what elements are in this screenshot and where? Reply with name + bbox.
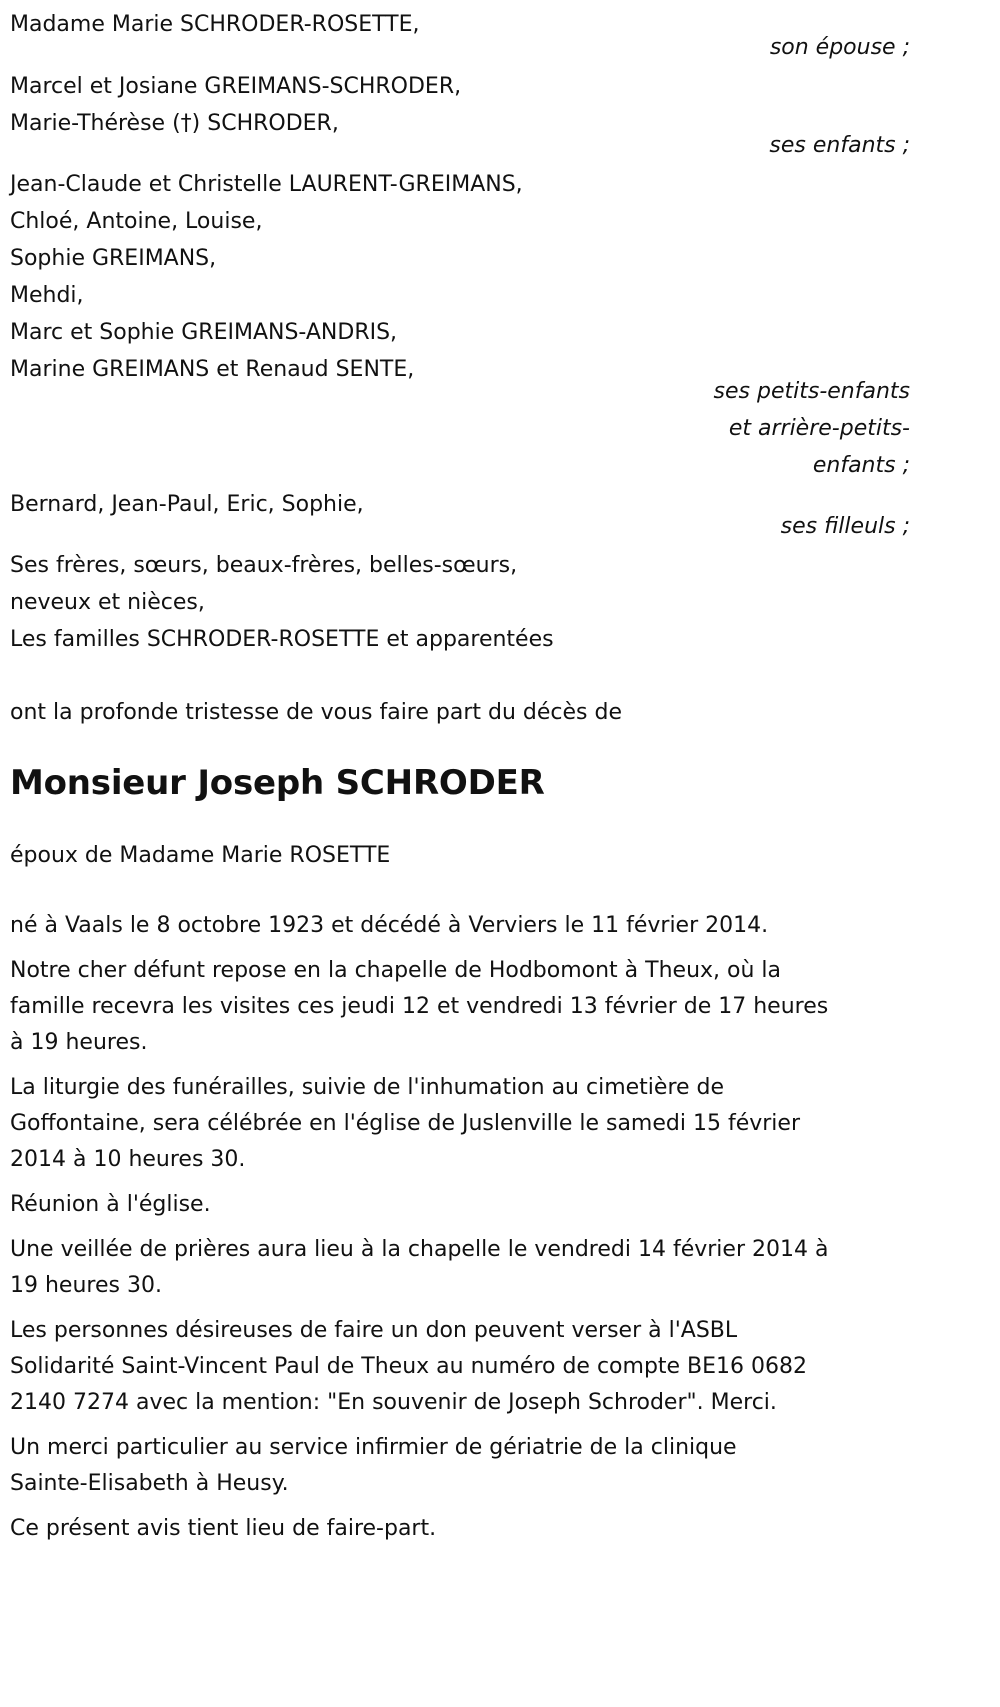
paragraph-line: Un merci particulier au service infirmier de gériatrie de la clinique (10, 1435, 737, 1460)
spacer (10, 731, 910, 759)
relationship-label: ses filleuls ; (780, 514, 910, 539)
paragraph-line: Sainte-Elisabeth à Heusy. (10, 1471, 289, 1496)
paragraph-line: Notre cher défunt repose en la chapelle de Hodbomont à Theux, où la (10, 958, 782, 983)
family-group-godchildren (10, 486, 910, 545)
deceased-name: Monsieur Joseph SCHRODER (10, 763, 545, 803)
relationship-label: enfants ; (812, 453, 910, 478)
paragraph-line: 19 heures 30. (10, 1273, 162, 1298)
paragraph-line: Ce présent avis tient lieu de faire-part. (10, 1516, 437, 1541)
paragraph-line: famille recevra les visites ces jeudi 12 et vendredi 13 février de 17 heures (10, 994, 829, 1019)
paragraph-line: Une veillée de prières aura lieu à la chapelle le vendredi 14 février 2014 à (10, 1237, 829, 1262)
vigil-paragraph (10, 1232, 910, 1304)
paragraph-line: 2014 à 10 heures 30. (10, 1147, 246, 1172)
paragraph-line: La liturgie des funérailles, suivie de l'inhumation au cimetière de (10, 1075, 725, 1100)
family-line: Les familles SCHRODER-ROSETTE et apparentées (10, 627, 554, 652)
family-line: Marie-Thérèse (†) SCHRODER, (10, 111, 339, 136)
birth-death-paragraph (10, 908, 910, 944)
relationship-label: ses enfants ; (769, 133, 910, 158)
paragraph-line: 2140 7274 avec la mention: "En souvenir de Joseph Schroder". Merci. (10, 1390, 777, 1415)
relationship-label: ses petits-enfants (713, 379, 910, 404)
spacer (10, 807, 910, 837)
paragraph-line: Réunion à l'église. (10, 1192, 211, 1217)
family-line: Jean-Claude et Christelle LAURENT-GREIMANS, (10, 172, 523, 197)
visitation-paragraph (10, 953, 910, 1061)
family-group-spouse (10, 6, 910, 66)
family-line: Mehdi, (10, 283, 84, 308)
funeral-paragraph (10, 1070, 910, 1178)
spacer (10, 658, 910, 694)
family-line: Chloé, Antoine, Louise, (10, 209, 263, 234)
family-line: neveux et nièces, (10, 590, 205, 615)
family-line: Bernard, Jean-Paul, Eric, Sophie, (10, 492, 364, 517)
family-line: Marcel et Josiane GREIMANS-SCHRODER, (10, 74, 462, 99)
family-group-grandchildren (10, 166, 910, 484)
paragraph-line: à 19 heures. (10, 1030, 148, 1055)
family-line: Marine GREIMANS et Renaud SENTE, (10, 357, 415, 382)
spacer (10, 874, 910, 908)
paragraph-line: Les personnes désireuses de faire un don peuvent verser à l'ASBL (10, 1318, 738, 1343)
announcement-text: ont la profonde tristesse de vous faire part du décès de (10, 700, 622, 725)
reunion-paragraph (10, 1187, 910, 1223)
family-group-relatives (10, 547, 910, 658)
thanks-paragraph (10, 1430, 910, 1502)
paragraph-line: Solidarité Saint-Vincent Paul de Theux au numéro de compte BE16 0682 (10, 1354, 808, 1379)
paragraph-line: né à Vaals le 8 octobre 1923 et décédé à Verviers le 11 février 2014. (10, 913, 769, 938)
relationship-label: son épouse ; (769, 35, 910, 60)
donation-paragraph (10, 1313, 910, 1421)
obituary-notice (10, 6, 910, 1556)
family-line: Madame Marie SCHRODER-ROSETTE, (10, 12, 420, 37)
family-line: Marc et Sophie GREIMANS-ANDRIS, (10, 320, 398, 345)
family-line: Sophie GREIMANS, (10, 246, 217, 271)
closing-paragraph (10, 1511, 910, 1547)
paragraph-line: Goffontaine, sera célébrée en l'église de Juslenville le samedi 15 février (10, 1111, 800, 1136)
family-group-children (10, 68, 910, 164)
spouse-line: époux de Madame Marie ROSETTE (10, 843, 391, 868)
family-line: Ses frères, sœurs, beaux-frères, belles-sœurs, (10, 553, 518, 578)
relationship-label: et arrière-petits- (728, 416, 910, 441)
